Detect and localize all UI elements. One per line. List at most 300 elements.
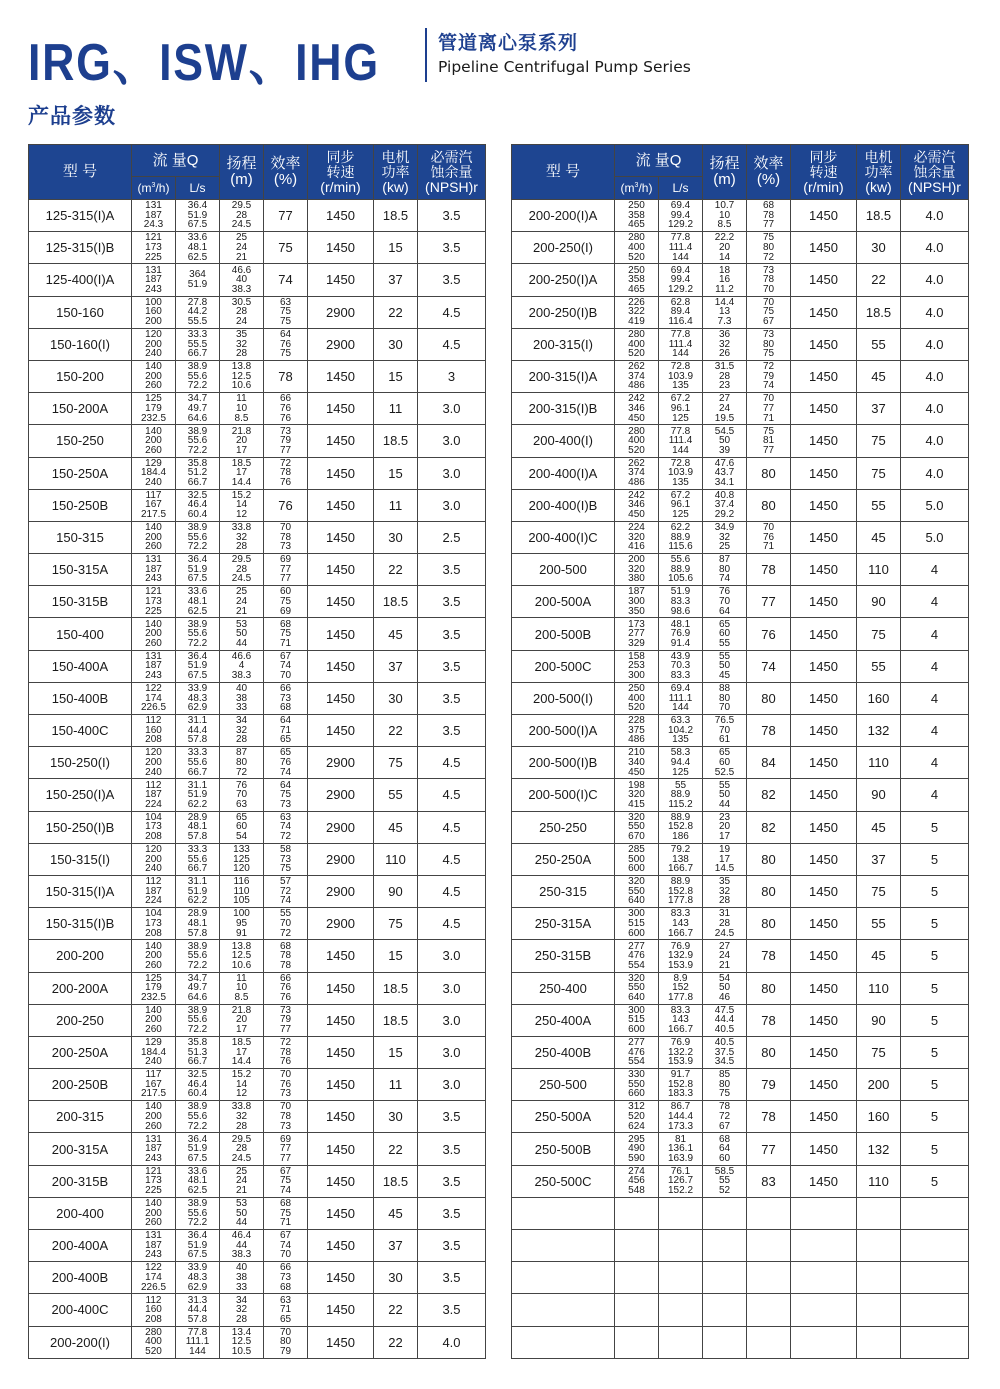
efficiency-cell: 84 (747, 747, 791, 779)
flow-ls-cell: 81 136.1 163.9 (659, 1133, 703, 1165)
power-cell: 132 (857, 1133, 901, 1165)
table-row (512, 1004, 969, 1036)
model-cell: 250-315B (512, 940, 615, 972)
model-cell: 250-250 (512, 811, 615, 843)
model-cell: 200-250B (29, 1069, 132, 1101)
table-row (29, 1133, 486, 1165)
model-cell: 250-500 (512, 1069, 615, 1101)
head-cell: 54 50 46 (703, 972, 747, 1004)
speed-cell: 2900 (308, 296, 374, 328)
flow-m3h-cell: 274 456 548 (615, 1165, 659, 1197)
flow-ls-cell (659, 1262, 703, 1294)
section-title: 产品参数 (28, 104, 116, 128)
npsh-cell: 3.0 (418, 1004, 486, 1036)
efficiency-cell: 60 75 69 (264, 586, 308, 618)
table-row (512, 232, 969, 264)
efficiency-cell: 80 (747, 908, 791, 940)
speed-cell (791, 1326, 857, 1358)
power-cell: 15 (374, 1036, 418, 1068)
speed-cell: 1450 (791, 811, 857, 843)
efficiency-cell: 75 81 77 (747, 425, 791, 457)
efficiency-cell (747, 1197, 791, 1229)
table-row (512, 489, 969, 521)
head-cell: 21.8 20 17 (220, 1004, 264, 1036)
flow-m3h-cell: 228 375 486 (615, 715, 659, 747)
efficiency-cell (747, 1294, 791, 1326)
flow-ls-cell: 55 88.9 115.2 (659, 779, 703, 811)
head-cell: 35 32 28 (220, 328, 264, 360)
power-cell: 22 (374, 715, 418, 747)
head-cell: 18 16 11.2 (703, 264, 747, 296)
efficiency-cell: 73 78 70 (747, 264, 791, 296)
header-model: 型 号 (29, 145, 132, 200)
flow-m3h-cell: 112 160 208 (132, 715, 176, 747)
power-cell: 30 (374, 1101, 418, 1133)
efficiency-cell: 66 76 76 (264, 972, 308, 1004)
header-npsh: 必需汽 蚀余量 (NPSH)r (901, 145, 969, 200)
speed-cell: 1450 (308, 232, 374, 264)
flow-ls-cell: 33.6 48.1 62.5 (176, 1165, 220, 1197)
flow-ls-cell: 36.4 51.9 67.5 (176, 1230, 220, 1262)
head-cell: 46.6 4 38.3 (220, 650, 264, 682)
head-cell: 46.6 40 38.3 (220, 264, 264, 296)
head-cell: 55 50 44 (703, 779, 747, 811)
speed-cell: 1450 (791, 1165, 857, 1197)
model-cell: 125-400(I)A (29, 264, 132, 296)
flow-m3h-cell: 120 200 240 (132, 747, 176, 779)
model-cell: 200-315(I) (512, 328, 615, 360)
model-cell: 150-315A (29, 554, 132, 586)
efficiency-cell: 70 78 73 (264, 1101, 308, 1133)
npsh-cell: 3.5 (418, 1133, 486, 1165)
head-cell: 65 60 55 (703, 618, 747, 650)
flow-m3h-cell: 280 400 520 (615, 425, 659, 457)
model-cell: 150-250(I) (29, 747, 132, 779)
model-cell: 200-250A (29, 1036, 132, 1068)
efficiency-cell: 78 (747, 1004, 791, 1036)
npsh-cell: 3.5 (418, 200, 486, 232)
speed-cell: 1450 (791, 200, 857, 232)
flow-ls-cell (659, 1230, 703, 1262)
head-cell: 40 38 33 (220, 682, 264, 714)
flow-ls-cell: 67.2 96.1 125 (659, 393, 703, 425)
title-english: Pipeline Centrifugal Pump Series (438, 58, 691, 76)
header-flow-ls: L/s (659, 177, 703, 200)
head-cell (703, 1197, 747, 1229)
speed-cell: 1450 (308, 1165, 374, 1197)
model-cell: 200-200(I) (29, 1326, 132, 1358)
flow-ls-cell: 76.1 126.7 152.2 (659, 1165, 703, 1197)
npsh-cell: 5 (901, 811, 969, 843)
efficiency-cell (747, 1262, 791, 1294)
power-cell: 75 (857, 425, 901, 457)
head-cell: 76 70 63 (220, 779, 264, 811)
flow-ls-cell: 83.3 143 166.7 (659, 908, 703, 940)
model-cell (512, 1230, 615, 1262)
table-row (29, 1004, 486, 1036)
table-row (29, 1069, 486, 1101)
speed-cell (791, 1230, 857, 1262)
speed-cell: 1450 (791, 843, 857, 875)
npsh-cell: 3.0 (418, 393, 486, 425)
speed-cell: 1450 (791, 682, 857, 714)
model-cell: 150-250B (29, 489, 132, 521)
power-cell: 18.5 (857, 200, 901, 232)
head-cell: 25 24 21 (220, 586, 264, 618)
speed-cell: 2900 (308, 843, 374, 875)
npsh-cell: 5 (901, 1133, 969, 1165)
table-row (512, 1133, 969, 1165)
table-row (29, 811, 486, 843)
power-cell: 15 (374, 940, 418, 972)
speed-cell: 1450 (308, 200, 374, 232)
flow-ls-cell: 91.7 152.8 183.3 (659, 1069, 703, 1101)
speed-cell: 1450 (791, 972, 857, 1004)
power-cell: 45 (857, 521, 901, 553)
spec-table-right (511, 144, 969, 1359)
npsh-cell: 4.0 (901, 232, 969, 264)
power-cell: 18.5 (374, 1165, 418, 1197)
head-cell: 29.5 28 24.5 (220, 200, 264, 232)
power-cell: 110 (857, 1165, 901, 1197)
flow-m3h-cell: 125 179 232.5 (132, 972, 176, 1004)
flow-ls-cell: 58.3 94.4 125 (659, 747, 703, 779)
npsh-cell: 5 (901, 843, 969, 875)
header-efficiency: 效率 (%) (264, 145, 308, 200)
npsh-cell: 5 (901, 1165, 969, 1197)
npsh-cell: 3.0 (418, 972, 486, 1004)
power-cell: 75 (857, 1036, 901, 1068)
model-cell: 150-250(I)A (29, 779, 132, 811)
header-flow: 流 量Q (615, 145, 703, 177)
model-cell: 150-250A (29, 457, 132, 489)
table-row (512, 521, 969, 553)
model-cell: 200-500(I)B (512, 747, 615, 779)
model-cell: 150-200 (29, 360, 132, 392)
flow-ls-cell: 33.3 55.6 66.7 (176, 747, 220, 779)
head-cell: 40.8 37.4 29.2 (703, 489, 747, 521)
head-cell (703, 1326, 747, 1358)
flow-m3h-cell: 129 184.4 240 (132, 457, 176, 489)
flow-m3h-cell: 131 187 243 (132, 1230, 176, 1262)
flow-m3h-cell: 210 340 450 (615, 747, 659, 779)
flow-ls-cell: 31.3 44.4 57.8 (176, 1294, 220, 1326)
head-cell: 54.5 50 39 (703, 425, 747, 457)
table-row (512, 1165, 969, 1197)
efficiency-cell: 80 (747, 875, 791, 907)
model-cell: 200-500(I) (512, 682, 615, 714)
power-cell: 55 (857, 328, 901, 360)
head-cell: 13.8 12.5 10.6 (220, 360, 264, 392)
efficiency-cell: 68 78 77 (747, 200, 791, 232)
head-cell: 15.2 14 12 (220, 1069, 264, 1101)
power-cell: 37 (857, 393, 901, 425)
table-row (29, 200, 486, 232)
npsh-cell: 3.5 (418, 1197, 486, 1229)
npsh-cell: 3.5 (418, 232, 486, 264)
flow-ls-cell: 38.9 55.6 72.2 (176, 1197, 220, 1229)
head-cell: 65 60 52.5 (703, 747, 747, 779)
flow-m3h-cell: 277 476 554 (615, 940, 659, 972)
head-cell (703, 1230, 747, 1262)
power-cell: 11 (374, 393, 418, 425)
head-cell: 30.5 28 24 (220, 296, 264, 328)
head-cell: 18.5 17 14.4 (220, 1036, 264, 1068)
npsh-cell: 5 (901, 875, 969, 907)
flow-m3h-cell: 104 173 208 (132, 811, 176, 843)
speed-cell: 1450 (308, 1004, 374, 1036)
table-row (512, 650, 969, 682)
flow-ls-cell: 51.9 83.3 98.6 (659, 586, 703, 618)
model-cell: 200-400C (29, 1294, 132, 1326)
power-cell: 18.5 (374, 586, 418, 618)
head-cell: 13.4 12.5 10.5 (220, 1326, 264, 1358)
flow-m3h-cell: 312 520 624 (615, 1101, 659, 1133)
efficiency-cell: 80 (747, 682, 791, 714)
npsh-cell: 4.0 (901, 393, 969, 425)
flow-m3h-cell: 250 358 465 (615, 264, 659, 296)
flow-ls-cell: 83.3 143 166.7 (659, 1004, 703, 1036)
head-cell (703, 1262, 747, 1294)
brand-title: IRG、ISW、IHG (28, 34, 380, 92)
header-npsh: 必需汽 蚀余量 (NPSH)r (418, 145, 486, 200)
power-cell: 30 (374, 1262, 418, 1294)
efficiency-cell: 70 75 67 (747, 296, 791, 328)
power-cell: 22 (374, 1133, 418, 1165)
speed-cell: 1450 (791, 264, 857, 296)
head-cell: 47.6 43.7 34.1 (703, 457, 747, 489)
npsh-cell: 3.5 (418, 586, 486, 618)
power-cell: 90 (857, 1004, 901, 1036)
power-cell: 110 (374, 843, 418, 875)
power-cell: 15 (374, 457, 418, 489)
speed-cell: 1450 (791, 940, 857, 972)
npsh-cell: 4.5 (418, 908, 486, 940)
flow-ls-cell: 33.6 48.1 62.5 (176, 232, 220, 264)
flow-ls-cell: 38.9 55.6 72.2 (176, 360, 220, 392)
head-cell: 76 70 64 (703, 586, 747, 618)
head-cell: 23 20 17 (703, 811, 747, 843)
speed-cell: 1450 (308, 554, 374, 586)
model-cell: 250-400 (512, 972, 615, 1004)
table-row (512, 586, 969, 618)
flow-ls-cell: 55.6 88.9 105.6 (659, 554, 703, 586)
power-cell: 37 (374, 264, 418, 296)
flow-ls-cell: 33.6 48.1 62.5 (176, 586, 220, 618)
efficiency-cell: 72 78 76 (264, 457, 308, 489)
speed-cell: 1450 (308, 1069, 374, 1101)
power-cell (857, 1262, 901, 1294)
table-row (29, 1262, 486, 1294)
flow-m3h-cell: 280 400 520 (615, 328, 659, 360)
efficiency-cell: 74 (264, 264, 308, 296)
efficiency-cell: 75 (264, 232, 308, 264)
speed-cell: 1450 (308, 682, 374, 714)
table-row (512, 360, 969, 392)
table-row (29, 521, 486, 553)
model-cell: 200-500B (512, 618, 615, 650)
npsh-cell: 4 (901, 682, 969, 714)
flow-m3h-cell (615, 1262, 659, 1294)
model-cell: 150-250 (29, 425, 132, 457)
flow-m3h-cell: 198 320 415 (615, 779, 659, 811)
speed-cell: 2900 (308, 811, 374, 843)
flow-m3h-cell: 131 187 243 (132, 1133, 176, 1165)
power-cell: 22 (374, 554, 418, 586)
model-cell: 200-500(I)C (512, 779, 615, 811)
flow-m3h-cell: 226 322 419 (615, 296, 659, 328)
flow-ls-cell: 77.8 111.4 144 (659, 328, 703, 360)
table-row (29, 1294, 486, 1326)
head-cell: 27 24 19.5 (703, 393, 747, 425)
npsh-cell: 3.5 (418, 682, 486, 714)
npsh-cell: 5.0 (901, 489, 969, 521)
speed-cell: 1450 (791, 650, 857, 682)
flow-ls-cell: 48.1 76.9 91.4 (659, 618, 703, 650)
efficiency-cell: 77 (747, 1133, 791, 1165)
power-cell: 18.5 (374, 200, 418, 232)
speed-cell: 1450 (791, 1069, 857, 1101)
model-cell: 150-400C (29, 715, 132, 747)
speed-cell: 1450 (791, 1004, 857, 1036)
model-cell: 200-250(I) (512, 232, 615, 264)
flow-ls-cell: 35.8 51.3 66.7 (176, 1036, 220, 1068)
table-row (512, 843, 969, 875)
model-cell: 150-315 (29, 521, 132, 553)
flow-m3h-cell: 242 346 450 (615, 489, 659, 521)
speed-cell: 1450 (791, 586, 857, 618)
model-cell: 250-400A (512, 1004, 615, 1036)
efficiency-cell: 67 74 70 (264, 650, 308, 682)
flow-ls-cell: 35.8 51.2 66.7 (176, 457, 220, 489)
flow-m3h-cell: 104 173 208 (132, 908, 176, 940)
flow-m3h-cell: 122 174 226.5 (132, 682, 176, 714)
head-cell: 21.8 20 17 (220, 425, 264, 457)
head-cell: 19 17 14.5 (703, 843, 747, 875)
npsh-cell: 3.0 (418, 1069, 486, 1101)
npsh-cell: 4 (901, 618, 969, 650)
efficiency-cell: 64 76 75 (264, 328, 308, 360)
speed-cell: 1450 (308, 1133, 374, 1165)
head-cell (703, 1294, 747, 1326)
flow-m3h-cell: 187 300 350 (615, 586, 659, 618)
flow-ls-cell: 36.4 51.9 67.5 (176, 650, 220, 682)
power-cell: 160 (857, 682, 901, 714)
flow-m3h-cell: 250 358 465 (615, 200, 659, 232)
npsh-cell (901, 1197, 969, 1229)
table-row (29, 1036, 486, 1068)
power-cell (857, 1197, 901, 1229)
table-row (512, 811, 969, 843)
flow-ls-cell: 38.9 55.6 72.2 (176, 425, 220, 457)
speed-cell: 1450 (791, 521, 857, 553)
model-cell (512, 1294, 615, 1326)
speed-cell: 1450 (308, 1326, 374, 1358)
flow-ls-cell: 36.4 51.9 67.5 (176, 200, 220, 232)
table-row (512, 875, 969, 907)
table-row (29, 618, 486, 650)
head-cell: 13.8 12.5 10.6 (220, 940, 264, 972)
flow-ls-cell: 77.8 111.4 144 (659, 232, 703, 264)
table-row (512, 747, 969, 779)
flow-m3h-cell (615, 1197, 659, 1229)
speed-cell: 1450 (791, 875, 857, 907)
speed-cell: 1450 (791, 747, 857, 779)
speed-cell (791, 1294, 857, 1326)
flow-ls-cell: 8.9 152 177.8 (659, 972, 703, 1004)
flow-m3h-cell: 242 346 450 (615, 393, 659, 425)
speed-cell: 1450 (308, 264, 374, 296)
npsh-cell (901, 1230, 969, 1262)
model-cell (512, 1197, 615, 1229)
model-cell: 150-315B (29, 586, 132, 618)
power-cell: 37 (857, 843, 901, 875)
speed-cell: 1450 (308, 393, 374, 425)
speed-cell: 1450 (308, 1101, 374, 1133)
speed-cell: 1450 (791, 425, 857, 457)
speed-cell: 1450 (308, 1294, 374, 1326)
model-cell: 150-400 (29, 618, 132, 650)
table-row (512, 200, 969, 232)
npsh-cell: 3.5 (418, 650, 486, 682)
table-row (512, 457, 969, 489)
power-cell: 30 (374, 682, 418, 714)
flow-m3h-cell: 131 187 24.3 (132, 200, 176, 232)
model-cell: 200-400(I)C (512, 521, 615, 553)
flow-ls-cell: 69.4 111.1 144 (659, 682, 703, 714)
model-cell: 250-250A (512, 843, 615, 875)
head-cell: 76.5 70 61 (703, 715, 747, 747)
speed-cell: 1450 (791, 715, 857, 747)
power-cell: 110 (857, 972, 901, 1004)
table-row (29, 747, 486, 779)
table-row (29, 843, 486, 875)
flow-m3h-cell: 330 550 660 (615, 1069, 659, 1101)
efficiency-cell: 78 (747, 1101, 791, 1133)
npsh-cell: 4.5 (418, 747, 486, 779)
efficiency-cell: 66 76 76 (264, 393, 308, 425)
efficiency-cell: 80 (747, 457, 791, 489)
head-cell: 65 60 54 (220, 811, 264, 843)
table-row (29, 360, 486, 392)
table-row (29, 264, 486, 296)
model-cell: 150-315(I)A (29, 875, 132, 907)
efficiency-cell: 63 75 75 (264, 296, 308, 328)
efficiency-cell: 72 79 74 (747, 360, 791, 392)
efficiency-cell: 72 78 76 (264, 1036, 308, 1068)
speed-cell: 1450 (308, 618, 374, 650)
flow-m3h-cell: 129 184.4 240 (132, 1036, 176, 1068)
power-cell (857, 1230, 901, 1262)
flow-ls-cell: 34.7 49.7 64.6 (176, 393, 220, 425)
head-cell: 34 32 28 (220, 1294, 264, 1326)
header-flow-m3h: $(m^3/h)$ (132, 177, 176, 200)
speed-cell: 1450 (791, 1133, 857, 1165)
flow-m3h-cell: 122 174 226.5 (132, 1262, 176, 1294)
flow-ls-cell: 38.9 55.6 72.2 (176, 618, 220, 650)
power-cell: 55 (374, 779, 418, 811)
flow-ls-cell (659, 1197, 703, 1229)
efficiency-cell: 73 79 77 (264, 425, 308, 457)
flow-ls-cell: 33.9 48.3 62.9 (176, 682, 220, 714)
speed-cell: 1450 (791, 393, 857, 425)
speed-cell: 1450 (308, 1262, 374, 1294)
model-cell: 200-400 (29, 1197, 132, 1229)
flow-m3h-cell: 140 200 260 (132, 360, 176, 392)
flow-m3h-cell: 262 374 486 (615, 457, 659, 489)
speed-cell (791, 1262, 857, 1294)
head-cell: 58.5 55 52 (703, 1165, 747, 1197)
